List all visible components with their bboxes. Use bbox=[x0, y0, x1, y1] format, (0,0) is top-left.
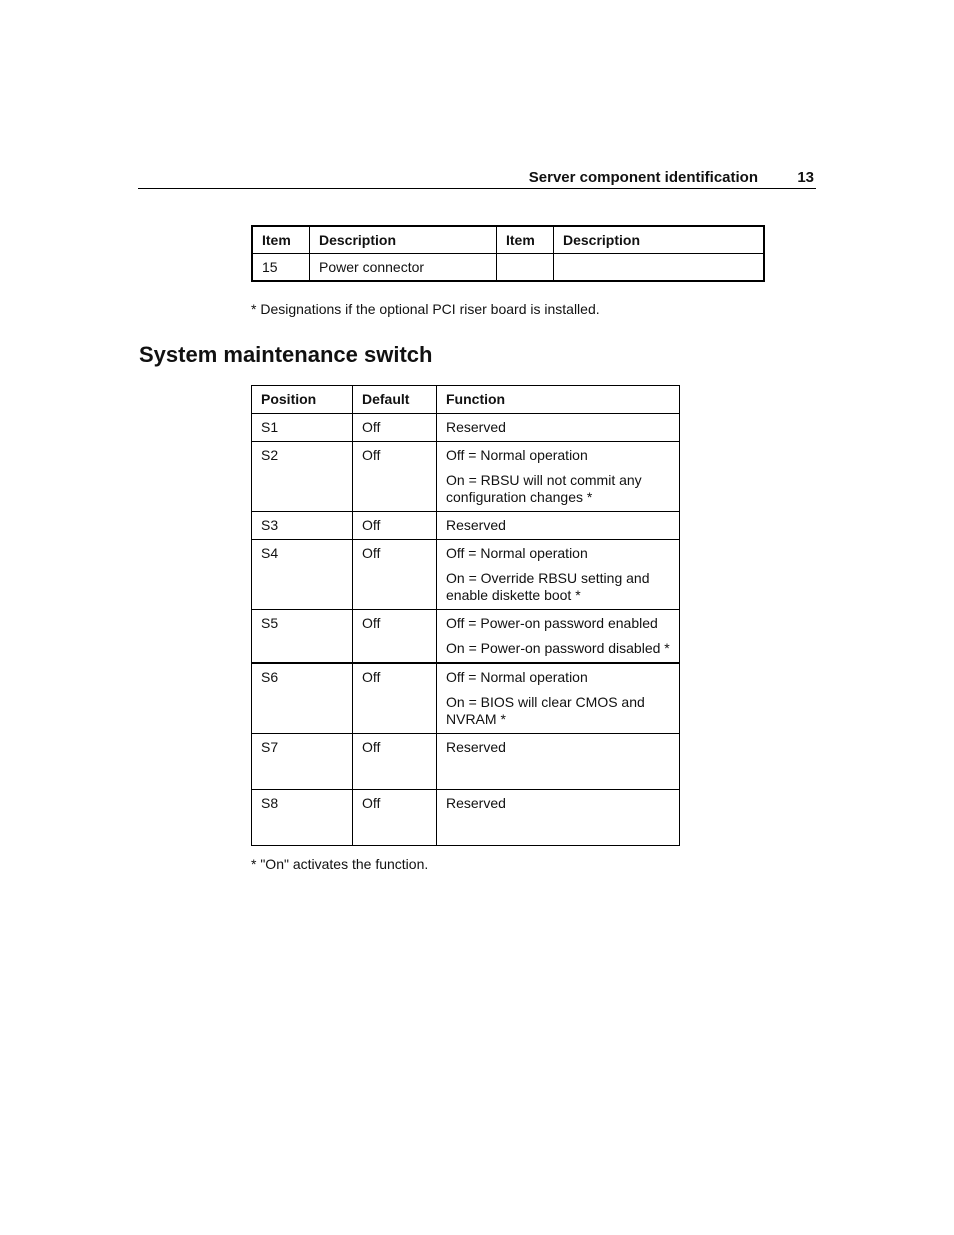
position-cell: S3 bbox=[252, 512, 353, 540]
running-header bbox=[138, 168, 816, 189]
function-cell bbox=[437, 442, 680, 512]
switch-table bbox=[251, 385, 680, 846]
function-line: Off = Normal operation bbox=[446, 669, 588, 685]
function-line: Off = Power-on password enabled bbox=[446, 615, 658, 631]
function-line: Off = Normal operation bbox=[446, 545, 588, 561]
table-row bbox=[252, 790, 680, 846]
table-row bbox=[252, 610, 680, 664]
table-cell bbox=[554, 254, 765, 282]
function-line: Reserved bbox=[446, 795, 506, 811]
component-footnote: * Designations if the optional PCI riser board is installed. bbox=[251, 301, 600, 317]
table-row bbox=[252, 540, 680, 610]
column-header: Default bbox=[353, 386, 437, 414]
table-cell bbox=[497, 254, 554, 282]
function-line: Reserved bbox=[446, 739, 506, 755]
function-line: On = RBSU will not commit any configuration changes * bbox=[446, 472, 642, 505]
column-header: Item bbox=[252, 226, 310, 254]
position-cell: S7 bbox=[252, 734, 353, 790]
default-cell: Off bbox=[353, 414, 437, 442]
function-cell bbox=[437, 512, 680, 540]
table-row bbox=[252, 734, 680, 790]
page-number: 13 bbox=[797, 169, 814, 186]
position-cell: S4 bbox=[252, 540, 353, 610]
function-cell bbox=[437, 663, 680, 734]
component-table bbox=[251, 225, 765, 282]
position-cell: S8 bbox=[252, 790, 353, 846]
column-header: Description bbox=[310, 226, 497, 254]
column-header: Position bbox=[252, 386, 353, 414]
table-header-row bbox=[252, 226, 764, 254]
function-line: On = BIOS will clear CMOS and NVRAM * bbox=[446, 694, 645, 727]
column-header: Item bbox=[497, 226, 554, 254]
default-cell: Off bbox=[353, 512, 437, 540]
default-cell: Off bbox=[353, 790, 437, 846]
default-cell: Off bbox=[353, 540, 437, 610]
table-cell: 15 bbox=[252, 254, 310, 282]
header-title: Server component identification bbox=[528, 169, 758, 186]
function-cell bbox=[437, 540, 680, 610]
function-cell bbox=[437, 734, 680, 790]
table-row bbox=[252, 442, 680, 512]
function-cell bbox=[437, 610, 680, 664]
default-cell: Off bbox=[353, 734, 437, 790]
function-cell bbox=[437, 414, 680, 442]
function-line: Reserved bbox=[446, 419, 506, 435]
function-line: Reserved bbox=[446, 517, 506, 533]
switch-footnote: * "On" activates the function. bbox=[251, 856, 429, 872]
table-row bbox=[252, 663, 680, 734]
column-header: Description bbox=[554, 226, 765, 254]
position-cell: S2 bbox=[252, 442, 353, 512]
position-cell: S6 bbox=[252, 663, 353, 734]
function-cell bbox=[437, 790, 680, 846]
function-line: On = Override RBSU setting and enable diskette boot * bbox=[446, 570, 650, 603]
section-title: System maintenance switch bbox=[139, 342, 433, 367]
position-cell: S5 bbox=[252, 610, 353, 664]
table-row bbox=[252, 512, 680, 540]
table-header-row bbox=[252, 386, 680, 414]
position-cell: S1 bbox=[252, 414, 353, 442]
function-line: On = Power-on password disabled * bbox=[446, 640, 670, 656]
table-cell: Power connector bbox=[310, 254, 497, 282]
table-row bbox=[252, 414, 680, 442]
default-cell: Off bbox=[353, 442, 437, 512]
table-row bbox=[252, 254, 764, 282]
switch-table-body bbox=[252, 414, 680, 846]
function-line: Off = Normal operation bbox=[446, 447, 588, 463]
default-cell: Off bbox=[353, 610, 437, 664]
column-header: Function bbox=[437, 386, 680, 414]
default-cell: Off bbox=[353, 663, 437, 734]
